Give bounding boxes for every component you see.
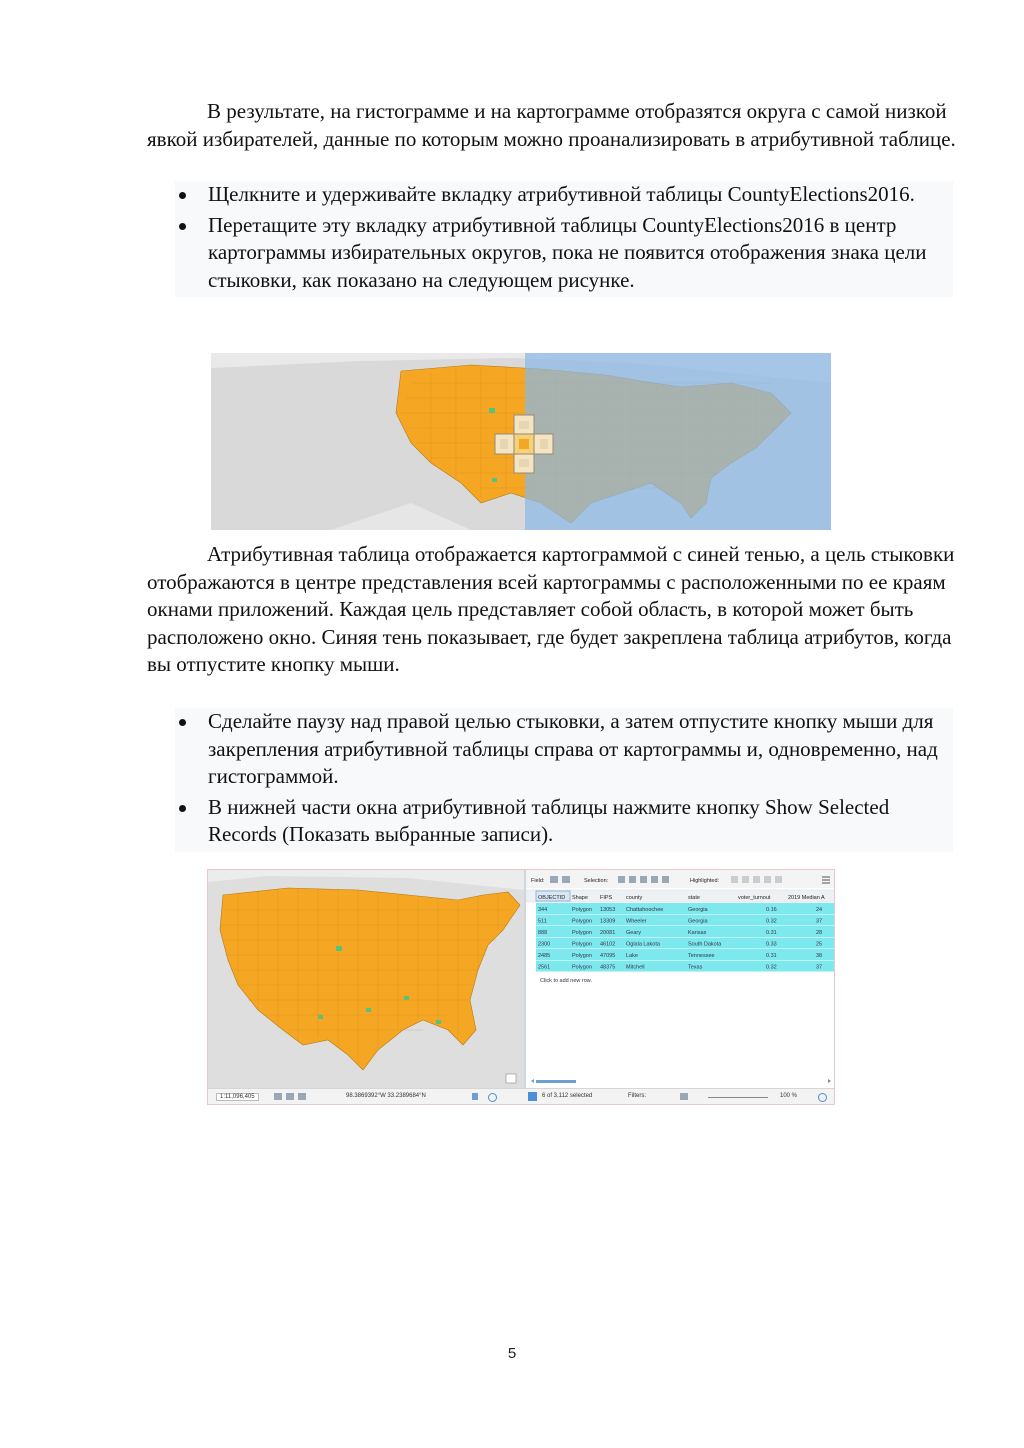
bullet-icon (179, 223, 186, 230)
intro-paragraph-text: В результате, на гистограмме и на картограмме отобразятся округа с самой низкой явкой избирателей, данные по которым можно проанализировать в атрибутивной таблице. (147, 99, 956, 151)
table-cell: 25 (816, 941, 823, 948)
table-column-header[interactable]: 2019 Median A (788, 895, 825, 901)
table-cell: Georgia (688, 907, 708, 913)
list-item: Щелкните и удерживайте вкладку атрибутивной таблицы CountyElections2016. (175, 181, 953, 209)
toolbar-highlighted-label: Highlighted: (690, 878, 720, 884)
explanation-paragraph-text: Атрибутивная таблица отображается картограммой с синей тенью, а цель стыковки отображаются в центре представления всей картограммы с расположенными по ее краям окнами приложений. Каждая цель представляет собой область, в которой может быть расположено окно. Синяя тень показывает, где будет закреплена таблица атрибутов, когда вы отпустите кнопку мыши. (147, 542, 955, 676)
table-cell: Georgia (688, 918, 708, 925)
table-column-header[interactable]: FIPS (600, 895, 613, 901)
table-cell: Polygon (572, 964, 592, 971)
table-cell: 0.16 (766, 907, 777, 913)
table-column-header[interactable]: county (626, 895, 643, 901)
table-column-header[interactable]: voter_turnout (738, 895, 771, 901)
table-cell: 38 (816, 953, 823, 959)
map-docking-illustration (211, 353, 831, 530)
table-cell: Tennessee (688, 953, 715, 959)
bullet-icon (179, 805, 186, 812)
table-cell: 0.32 (766, 918, 777, 925)
table-refresh-icon[interactable] (818, 1093, 827, 1102)
figure-docked-table (207, 869, 835, 1105)
north-arrow-icon[interactable] (298, 1093, 306, 1100)
table-cell: 0.31 (766, 953, 777, 959)
pause-icon[interactable] (472, 1093, 478, 1100)
table-cell: Mitchell (626, 964, 645, 971)
map-tool-icon[interactable] (274, 1093, 282, 1100)
table-cell: Texas (688, 964, 703, 971)
attribute-table (526, 870, 835, 1088)
table-cell: Polygon (572, 941, 592, 948)
explanation-paragraph (147, 541, 957, 679)
zoom-slider[interactable] (708, 1097, 768, 1098)
refresh-icon[interactable] (488, 1093, 497, 1102)
figure-docking-target (211, 353, 831, 530)
table-cell: 344 (538, 907, 548, 913)
table-cell: Polygon (572, 930, 592, 936)
map-scale[interactable]: 1:11,096,405 (216, 1093, 259, 1101)
county-map (208, 870, 524, 1088)
grid-icon[interactable] (286, 1093, 294, 1100)
filters-label: Filters: (628, 1093, 646, 1099)
table-cell: Oglala Lakota (626, 941, 660, 948)
bullet-icon (179, 192, 186, 199)
table-view-icon[interactable] (680, 1093, 688, 1100)
table-cell: 28 (816, 930, 823, 936)
bullet-list-1 (175, 181, 953, 297)
add-row-hint: Click to add new row. (540, 978, 592, 984)
attribute-table-pane (524, 870, 835, 1088)
table-cell: 37 (816, 964, 823, 971)
table-cell: Chattahoochee (626, 907, 664, 913)
table-cell: 46102 (600, 941, 616, 948)
table-cell: 37 (816, 918, 823, 925)
table-cell: 13309 (600, 918, 616, 925)
table-cell: 2561 (538, 964, 551, 971)
table-cell: Polygon (572, 953, 592, 959)
table-column-header[interactable]: Shape (572, 895, 588, 901)
table-cell: 24 (816, 907, 823, 913)
table-cell: 20081 (600, 930, 616, 936)
table-cell: Lake (626, 953, 638, 959)
table-cell: Wheeler (626, 918, 647, 925)
table-cell: 0.32 (766, 964, 777, 971)
table-cell: 48375 (600, 964, 616, 971)
list-item: Перетащите эту вкладку атрибутивной таблицы CountyElections2016 в центр картограммы избирательных округов, пока не появится отображения знака цели стыковки, как показано на следующем рисунке. (175, 212, 953, 295)
list-item: Сделайте паузу над правой целью стыковки, а затем отпустите кнопку мыши для закрепления атрибутивной таблицы справа от картограммы и, одновременно, над гистограммой. (175, 708, 953, 791)
table-cell: Polygon (572, 918, 592, 925)
table-cell: 0.33 (766, 941, 777, 948)
table-cell: 511 (538, 918, 547, 925)
intro-paragraph (147, 98, 957, 153)
table-cell: Kansas (688, 930, 707, 936)
table-cell: 13053 (600, 907, 616, 913)
status-bar (208, 1088, 834, 1105)
selected-count: 6 of 3,112 selected (542, 1093, 593, 1099)
table-cell: Polygon (572, 907, 592, 913)
table-cell: Geary (626, 930, 641, 936)
toolbar-selection-label: Selection: (584, 878, 609, 884)
table-cell: 47095 (600, 953, 616, 959)
table-cell: 888 (538, 930, 548, 936)
table-cell: 0.31 (766, 930, 777, 936)
toolbar-field-label: Field: (531, 878, 545, 884)
table-cell: 2300 (538, 941, 551, 948)
map-coordinates: 98.3869392°W 33.2389684°N (346, 1093, 426, 1099)
table-column-header[interactable]: OBJECTID (538, 895, 566, 901)
list-item: В нижней части окна атрибутивной таблицы нажмите кнопку Show Selected Records (Показать выбранные записи). (175, 794, 953, 849)
zoom-level[interactable]: 100 % (780, 1093, 798, 1099)
bullet-list-2 (175, 708, 953, 852)
show-selected-records-icon[interactable] (528, 1092, 537, 1101)
table-cell: 2485 (538, 953, 551, 959)
bullet-icon (179, 719, 186, 726)
table-cell: South Dakota (688, 941, 722, 948)
page-number: 5 (507, 1345, 517, 1362)
table-column-header[interactable]: state (688, 895, 700, 901)
